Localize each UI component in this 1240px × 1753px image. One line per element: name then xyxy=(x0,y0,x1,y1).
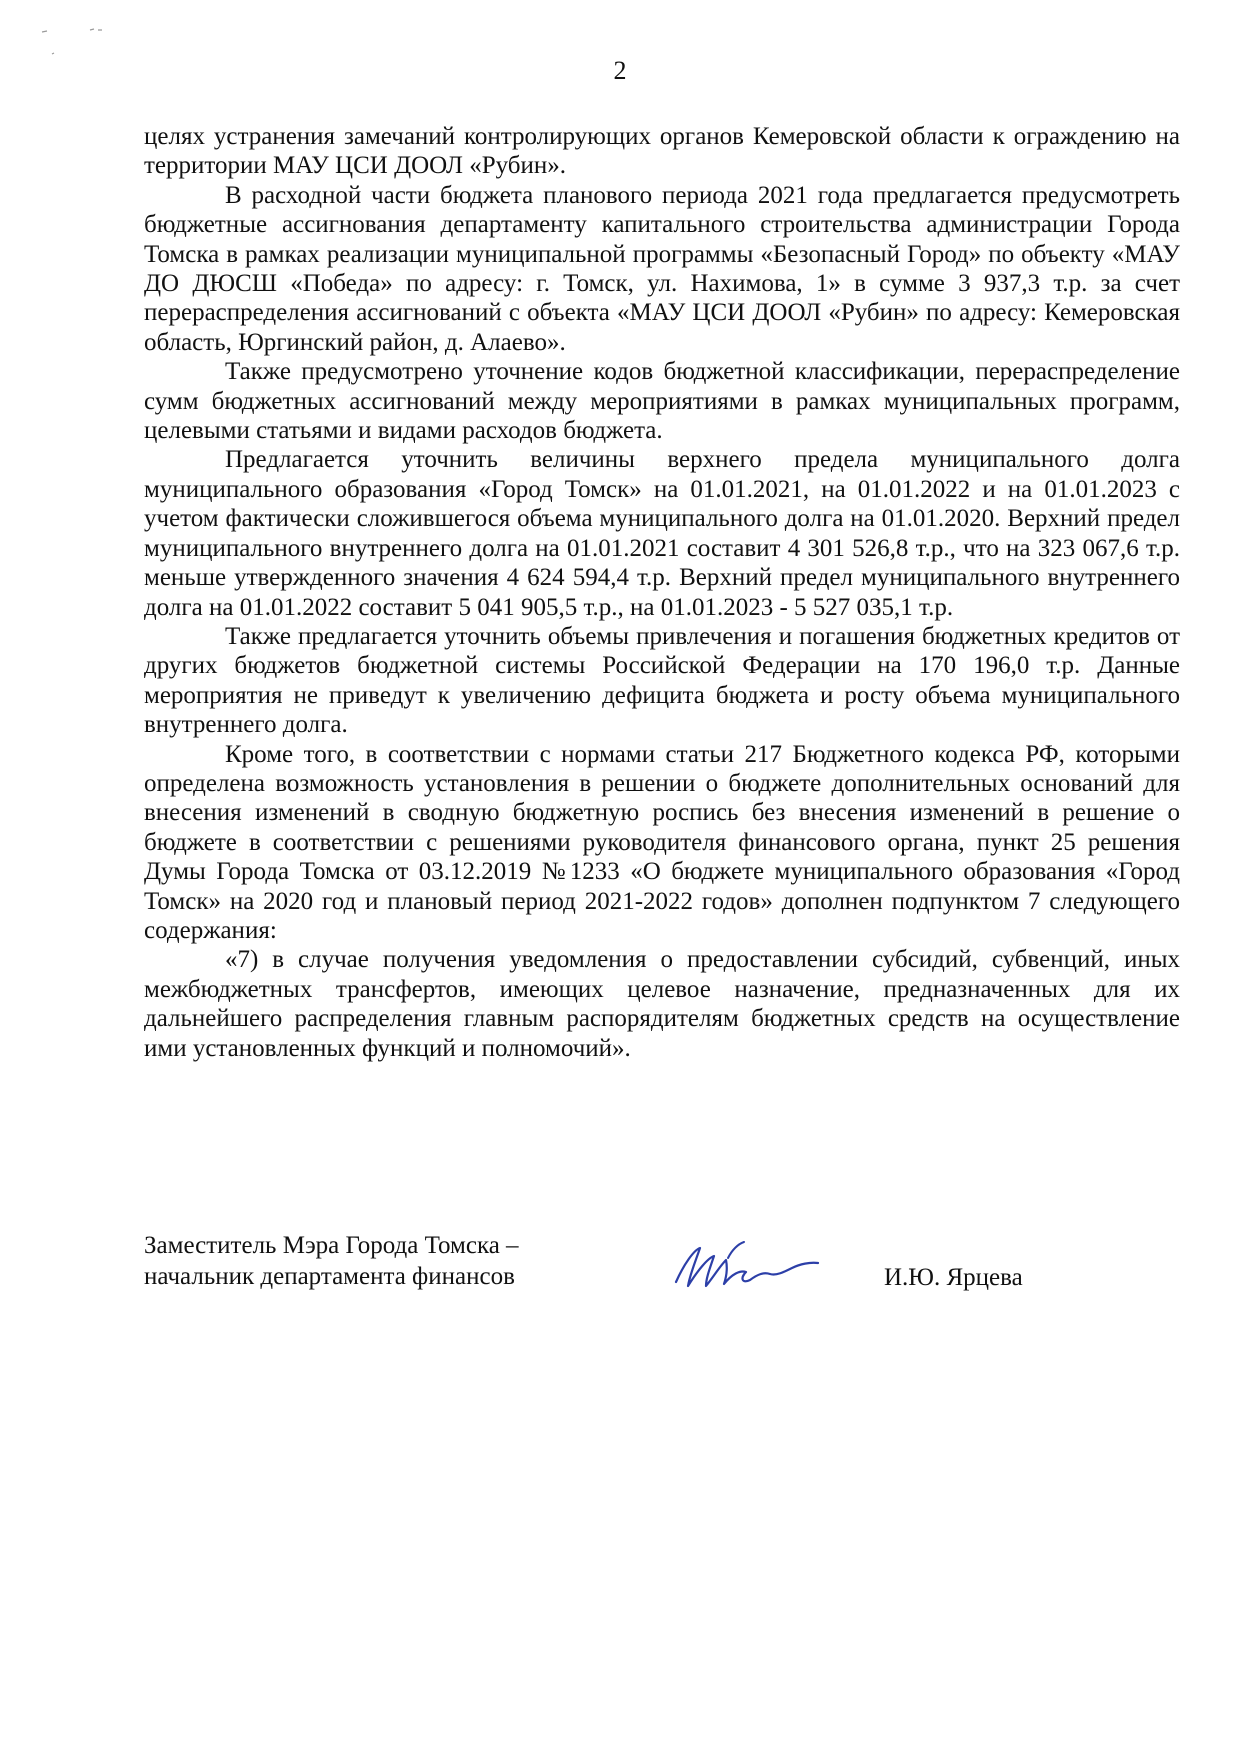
signer-position-line: начальник департамента финансов xyxy=(144,1263,515,1290)
paragraph: целях устранения замечаний контролирующих органов Кемеровской области к ограждению на территории МАУ ЦСИ ДООЛ «Рубин». xyxy=(144,123,1180,180)
paragraph: Также предусмотрено уточнение кодов бюджетной классификации, перераспределение сумм бюджетных ассигнований между мероприятиями в рамках муниципальных программ, целевыми статьями и видами расходов бюджета. xyxy=(144,358,1180,445)
page-number: 2 xyxy=(613,56,627,85)
handwritten-signature xyxy=(666,1230,826,1300)
signature-block xyxy=(144,1230,1180,1310)
signature-stroke xyxy=(676,1248,818,1286)
document-body xyxy=(144,122,1180,1063)
signer-name: И.Ю. Ярцева xyxy=(884,1264,1023,1291)
paragraph: Также предлагается уточнить объемы привлечения и погашения бюджетных кредитов от других бюджетов бюджетной системы Российской Федерации на 170 196,0 т.р. Данные мероприятия не приведут к увеличению дефицита бюджета и росту объема муниципального внутреннего долга. xyxy=(144,622,1180,739)
paragraph: В расходной части бюджета планового периода 2021 года предлагается предусмотреть бюджетные ассигнования департаменту капитального строительства администрации Города Томска в рамках реализации муниципальной программы «Безопасный Город» по объекту «МАУ ДО ДЮСШ «Победа» по адресу: г. Томск, ул. Нахимова, 1» в сумме 3 937,3 т.р. за счет перераспределения ассигнований с объекта «МАУ ЦСИ ДООЛ «Рубин» по адресу: Кемеровская область, Юргинский район, д. Алаево». xyxy=(144,181,1180,356)
signer-position xyxy=(144,1230,519,1292)
signer-position-line: Заместитель Мэра Города Томска – xyxy=(144,1232,519,1259)
signature-stroke xyxy=(728,1242,744,1258)
paragraph: Кроме того, в соответствии с нормами статьи 217 Бюджетного кодекса РФ, которыми определена возможность установления в решении о бюджете дополнительных оснований для внесения изменений в сводную бюджетную роспись без внесения изменений в решение о бюджете в соответствии с решениями руководителя финансового органа, пункт 25 решения Думы Города Томска от 03.12.2019 №1233 «О бюджете муниципального образования «Город Томск» на 2020 год и плановый период 2021-2022 годов» дополнен подпунктом 7 следующего содержания: xyxy=(144,740,1180,944)
paragraph: Предлагается уточнить величины верхнего предела муниципального долга муниципального образования «Город Томск» на 01.01.2021, на 01.01.2022 и на 01.01.2023 с учетом фактически сложившегося объема муниципального долга на 01.01.2020. Верхний предел муниципального внутреннего долга на 01.01.2021 составит 4 301 526,8 т.р., что на 323 067,6 т.р. меньше утвержденного значения 4 624 594,4 т.р. Верхний предел муниципального внутреннего долга на 01.01.2022 составит 5 041 905,5 т.р., на 01.01.2023 - 5 527 035,1 т.р. xyxy=(144,446,1180,621)
paragraph: «7) в случае получения уведомления о предоставлении субсидий, субвенций, иных межбюджетных трансфертов, имеющих целевое назначение, предназначенных для их дальнейшего распределения главным распорядителям бюджетных средств на осуществление ими установленных функций и полномочий». xyxy=(144,946,1180,1062)
